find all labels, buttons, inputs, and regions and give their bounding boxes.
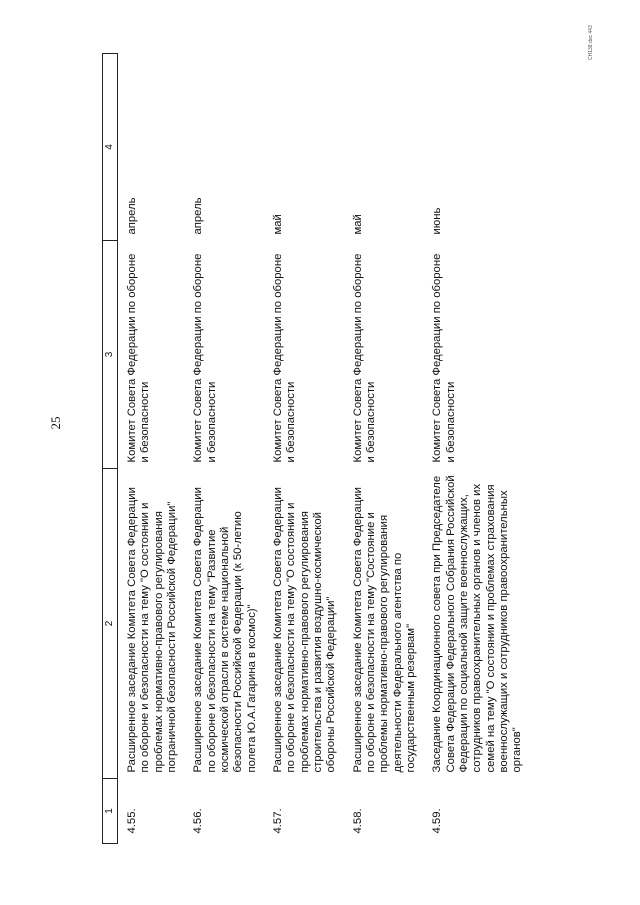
row-number: 4.57. xyxy=(271,808,284,834)
responsible-organization: Комитет Совета Федерации по обороне и безопасности xyxy=(126,253,152,463)
responsible-organization: Комитет Совета Федерации по обороне и безопасности xyxy=(192,253,218,463)
table-row xyxy=(425,54,531,844)
row-number: 4.55. xyxy=(126,808,138,834)
page-number: 25 xyxy=(48,416,63,430)
event-description: Расширенное заседание Комитета Совета Федерации по обороне и безопасности на тему "Развитие космической отрасли в системе национальной безопасности Российской Федерации (к 50-летию полета Ю.А.Гагарина в космос)" xyxy=(192,487,258,773)
table-row xyxy=(186,54,266,844)
event-period: апрель xyxy=(192,197,205,235)
column-header-row xyxy=(103,54,118,844)
event-description: Расширенное заседание Комитета Совета Федерации по обороне и безопасности на тему "Состояние и проблемы нормативно-правового регулирования деятельности Федерального агентства по государственным резервам" xyxy=(351,487,417,773)
responsible-organization: Комитет Совета Федерации по обороне и безопасности xyxy=(431,253,457,463)
table-row xyxy=(118,54,187,844)
table-row xyxy=(266,54,346,844)
responsible-organization: Комитет Совета Федерации по обороне и безопасности xyxy=(351,253,377,463)
event-period: май xyxy=(351,214,364,235)
column-header: 3 xyxy=(103,241,118,469)
event-period: май xyxy=(271,214,284,235)
document-sheet xyxy=(102,54,557,844)
events-table xyxy=(102,53,532,844)
event-period: июнь xyxy=(431,207,444,235)
row-number: 4.56. xyxy=(192,808,205,834)
column-header: 4 xyxy=(103,54,118,241)
event-period: апрель xyxy=(126,197,138,235)
event-description: Расширенное заседание Комитета Совета Федерации по обороне и безопасности на тему "О состоянии и проблемах нормативно-правового регулирования пограничной безопасности Российской Федерации" xyxy=(126,487,178,773)
row-number: 4.58. xyxy=(351,808,364,834)
footer-code: CH138.doc 443 xyxy=(588,25,594,60)
event-description: Заседание Координационного совета при Председателе Совета Федерации Федерального Собрания Российской Федерации по социальной защите военнослужащих, сотрудников правоохранительных органов и членов их семей на тему "О состоянии и проблемах страхования военнослужащих и сотрудников правоохранительных органов" xyxy=(431,475,524,773)
table-row xyxy=(346,54,426,844)
event-description: Расширенное заседание Комитета Совета Федерации по обороне и безопасности на тему "О состоянии и проблемах нормативно-правового регулирования строительства и развития воздушно-космической обороны Российской Федерации" xyxy=(271,487,338,773)
responsible-organization: Комитет Совета Федерации по обороне и безопасности xyxy=(271,253,298,463)
column-header: 1 xyxy=(103,779,118,844)
row-number: 4.59. xyxy=(431,808,444,834)
column-header: 2 xyxy=(103,469,118,779)
